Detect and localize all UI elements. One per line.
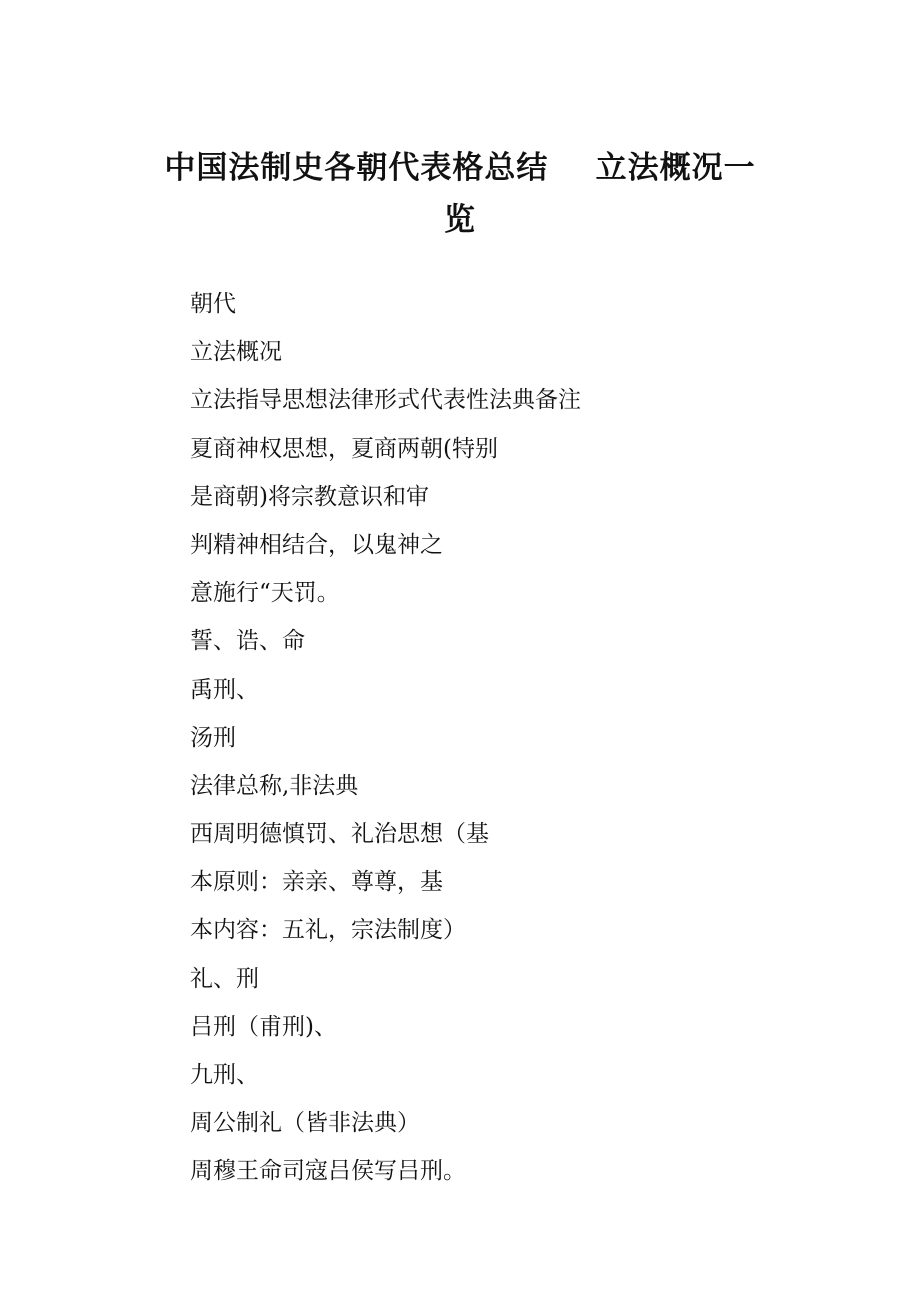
body-line: 九刑、 [190,1062,259,1088]
body-line: 吕刑（甫刑)、 [190,1013,337,1040]
document-title [120,142,800,246]
body-line: 汤刑 [190,724,236,751]
title-line-2: 览 [444,202,476,238]
body-line: 本原则：亲亲、尊尊，基 [190,869,443,896]
body-line: 法律总称,非法典 [190,772,359,799]
body-line: 周穆王命司寇吕侯写吕刑。 [190,1158,466,1185]
title-line-1: 中国法制史各朝代表格总结 立法概况一 [164,150,756,186]
body-line: 周公制礼（皆非法典） [190,1110,420,1137]
body-line: 禹刑、 [190,676,259,703]
body-line: 誓、诰、命 [190,628,305,655]
body-line: 夏商神权思想，夏商两朝(特别 [190,435,498,462]
body-line: 西周明德慎罚、礼治思想（基 [190,821,489,848]
body-line: 礼、刑 [190,965,259,992]
body-line: 是商朝)将宗教意识和审 [190,483,429,510]
body-line: 意施行“天罚。 [190,580,340,607]
body-line-column-headers: 立法指导思想法律形式代表性法典备注 [190,387,581,414]
body-line: 本内容：五礼，宗法制度） [190,917,466,944]
body-line-dynasty-header: 朝代 [190,291,236,317]
body-line-legislation-header: 立法概况 [190,339,282,366]
document-body [190,280,830,1196]
body-line: 判精神相结合，以鬼神之 [190,531,443,558]
